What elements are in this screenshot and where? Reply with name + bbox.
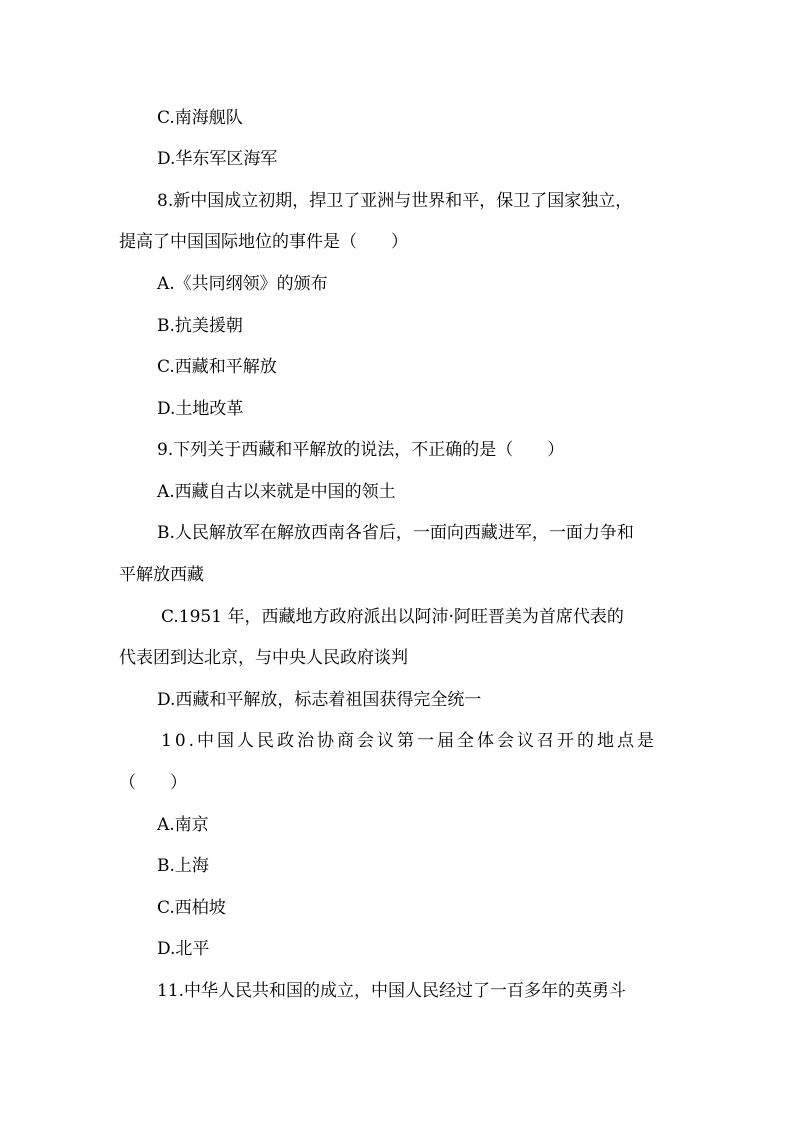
option-9d: D.西藏和平解放，标志着祖国获得完全统一 — [157, 690, 482, 710]
option-10a: A.南京 — [157, 815, 209, 835]
option-10d: D.北平 — [157, 939, 210, 959]
option-8d: D.土地改革 — [157, 399, 244, 419]
question-11-line-1: 11.中华人民共和国的成立，中国人民经过了一百多年的英勇斗 — [157, 981, 627, 1001]
question-8-line-2: 提高了中国国际地位的事件是（ ） — [119, 232, 408, 252]
option-7d: D.华东军区海军 — [157, 149, 278, 169]
option-9c-line-1: C.1951 年，西藏地方政府派出以阿沛·阿旺晋美为首席代表的 — [161, 607, 624, 627]
option-9a: A.西藏自古以来就是中国的领土 — [157, 482, 396, 502]
option-8c: C.西藏和平解放 — [157, 357, 277, 377]
question-10-line-2: （ ） — [119, 773, 187, 793]
question-10-line-1: 10.中国人民政治协商会议第一届全体会议召开的地点是 — [161, 731, 658, 751]
question-9: 9.下列关于西藏和平解放的说法，不正确的是（ ） — [157, 440, 565, 460]
option-9b-line-1: B.人民解放军在解放西南各省后，一面向西藏进军，一面力争和 — [157, 523, 634, 543]
option-10b: B.上海 — [157, 856, 209, 876]
option-10c: C.西柏坡 — [157, 898, 226, 918]
option-9c-line-2: 代表团到达北京，与中央人民政府谈判 — [119, 648, 408, 668]
option-9b-line-2: 平解放西藏 — [119, 565, 204, 585]
option-8b: B.抗美援朝 — [157, 316, 243, 336]
option-7c: C.南海舰队 — [157, 108, 243, 128]
option-8a: A.《共同纲领》的颁布 — [157, 274, 328, 294]
question-8-line-1: 8.新中国成立初期，捍卫了亚洲与世界和平，保卫了国家独立， — [157, 191, 633, 211]
